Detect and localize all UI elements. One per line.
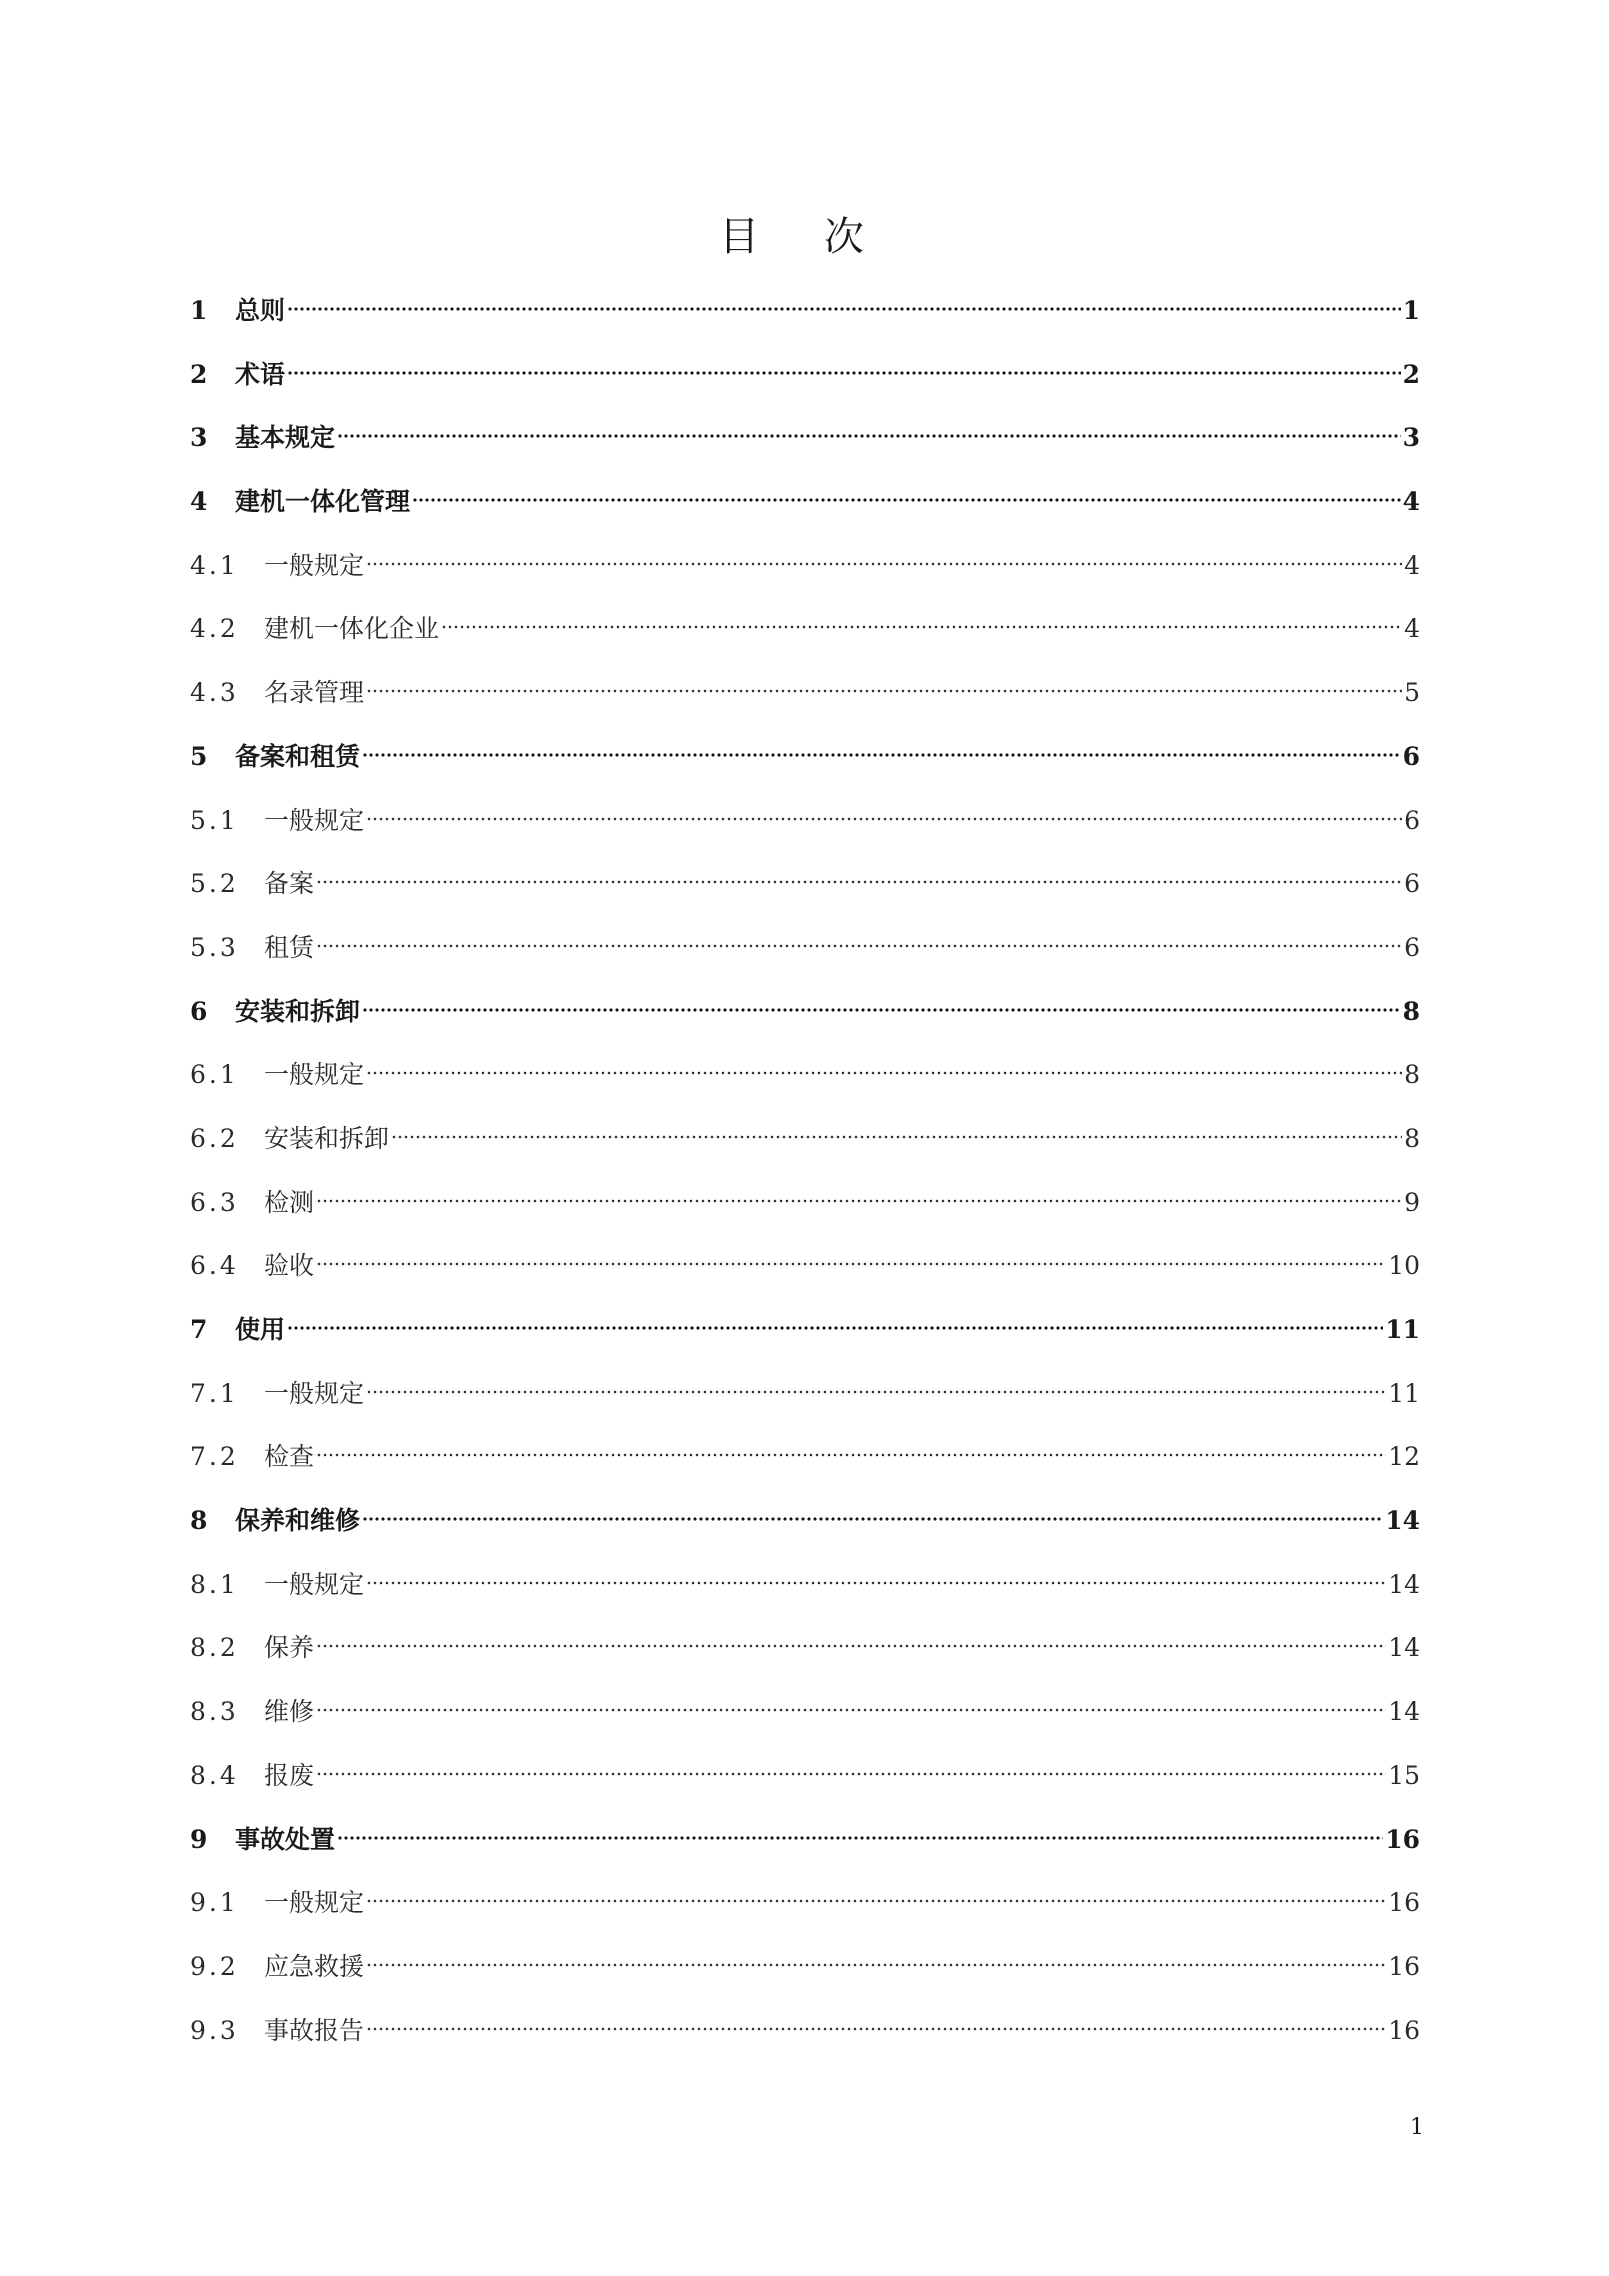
toc-entry-number: 8.2 [190,1633,239,1663]
toc-entry-label: 检测 [264,1187,315,1217]
toc-chapter-entry[interactable] [190,996,1420,1063]
toc-chapter-entry[interactable] [190,298,1420,362]
dot-leader [316,1770,1386,1778]
table-of-contents [190,298,1420,2081]
toc-entry-label: 报废 [264,1760,315,1790]
toc-entry-page: 16 [1388,2015,1420,2045]
toc-entry-number: 8.1 [190,1569,239,1599]
toc-section-entry[interactable] [190,1890,1420,1954]
toc-section-entry[interactable] [190,1635,1420,1699]
toc-entry-page: 4 [1402,487,1420,517]
toc-entry-label: 基本规定 [235,423,336,453]
toc-section-entry[interactable] [190,1760,1420,1827]
dot-leader [316,1260,1386,1268]
toc-chapter-entry[interactable] [190,741,1420,808]
page-title: 目 次 [719,214,890,260]
toc-entry-number: 4.1 [190,550,239,580]
toc-entry-number: 5 [190,741,208,771]
toc-entry-page: 8 [1404,1123,1420,1153]
toc-entry-label: 一般规定 [264,1569,365,1599]
toc-section-entry[interactable] [190,1699,1420,1763]
toc-entry-label: 一般规定 [264,805,365,835]
dot-leader [362,1515,1383,1523]
toc-section-entry[interactable] [190,871,1420,935]
toc-entry-label: 维修 [264,1697,315,1727]
toc-entry-label: 租赁 [264,932,315,962]
dot-leader [366,2025,1386,2033]
toc-section-entry[interactable] [190,1123,1420,1190]
toc-entry-page: 1 [1402,296,1420,325]
toc-entry-number: 6.2 [190,1123,239,1153]
toc-chapter-entry[interactable] [190,425,1420,489]
toc-chapter-entry[interactable] [190,359,1420,426]
dot-leader [316,942,1402,950]
toc-entry-label: 安装和拆卸 [264,1123,390,1153]
toc-entry-number: 6.3 [190,1187,239,1217]
toc-entry-page: 3 [1402,423,1420,453]
toc-entry-number: 4.3 [190,678,239,708]
dot-leader [412,496,1401,504]
toc-entry-number: 4 [190,487,208,517]
toc-entry-page: 16 [1385,1824,1420,1854]
dot-leader [337,432,1401,440]
toc-entry-page: 11 [1385,1315,1420,1344]
toc-entry-page: 14 [1388,1633,1420,1663]
toc-entry-page: 14 [1385,1506,1420,1536]
toc-entry-label: 术语 [235,359,286,389]
toc-entry-page: 16 [1388,1951,1420,1981]
page-number: 1 [1410,2115,1424,2140]
toc-entry-label: 保养和维修 [235,1506,361,1536]
toc-entry-page: 14 [1388,1697,1420,1727]
toc-entry-number: 8.3 [190,1697,239,1727]
toc-entry-number: 5.2 [190,869,239,899]
toc-chapter-entry[interactable] [190,1317,1420,1381]
toc-entry-label: 建机一体化管理 [235,487,411,517]
toc-entry-number: 7.1 [190,1378,239,1408]
toc-entry-page: 2 [1402,359,1420,389]
toc-section-entry[interactable] [190,1253,1420,1317]
toc-entry-label: 事故处置 [235,1824,336,1854]
toc-entry-page: 11 [1388,1378,1420,1408]
toc-entry-number: 9.2 [190,1951,239,1981]
dot-leader [366,815,1402,823]
toc-entry-label: 备案 [264,869,315,899]
toc-section-entry[interactable] [190,550,1420,617]
toc-section-entry[interactable] [190,616,1420,680]
toc-entry-number: 4.2 [190,614,239,644]
toc-chapter-entry[interactable] [190,1508,1420,1572]
toc-entry-page: 8 [1402,996,1420,1026]
toc-section-entry[interactable] [190,1569,1420,1636]
toc-entry-page: 10 [1388,1251,1420,1281]
toc-entry-label: 一般规定 [264,550,365,580]
toc-entry-label: 总则 [235,296,286,325]
dot-leader [316,1451,1386,1459]
toc-entry-page: 6 [1404,932,1420,962]
dot-leader [337,1834,1383,1842]
dot-leader [391,1133,1402,1141]
toc-entry-label: 检查 [264,1442,315,1472]
dot-leader [287,1324,1383,1332]
toc-entry-number: 5.3 [190,932,239,962]
toc-entry-number: 6.1 [190,1060,239,1090]
toc-entry-number: 5.1 [190,805,239,835]
toc-entry-page: 16 [1388,1888,1420,1918]
toc-entry-label: 建机一体化企业 [264,614,440,644]
toc-entry-page: 5 [1404,678,1420,708]
dot-leader [287,369,1401,377]
dot-leader [366,1961,1386,1969]
toc-entry-page: 15 [1388,1760,1420,1790]
dot-leader [362,751,1401,759]
dot-leader [316,1642,1386,1650]
dot-leader [366,1897,1386,1905]
toc-entry-label: 安装和拆卸 [235,996,361,1026]
toc-entry-label: 一般规定 [264,1060,365,1090]
toc-entry-page: 6 [1402,741,1420,771]
toc-entry-label: 事故报告 [264,2015,365,2045]
dot-leader [441,623,1402,631]
toc-entry-number: 9.3 [190,2015,239,2045]
toc-section-entry[interactable] [190,1187,1420,1254]
dot-leader [316,878,1402,886]
toc-entry-number: 7.2 [190,1442,239,1472]
toc-section-entry[interactable] [190,1444,1420,1508]
toc-section-entry[interactable] [190,1951,1420,2018]
toc-entry-number: 9 [190,1824,208,1854]
toc-section-entry[interactable] [190,1062,1420,1126]
toc-entry-number: 1 [190,296,208,325]
dot-leader [287,305,1401,313]
toc-section-entry[interactable] [190,932,1420,999]
dot-leader [366,560,1402,568]
toc-entry-number: 8.4 [190,1760,239,1790]
toc-section-entry[interactable] [190,2015,1420,2082]
toc-entry-label: 应急救援 [264,1951,365,1981]
toc-entry-page: 4 [1404,550,1420,580]
toc-chapter-entry[interactable] [190,489,1420,553]
toc-entry-number: 8 [190,1506,208,1536]
toc-entry-label: 使用 [235,1315,286,1344]
dot-leader [366,1069,1402,1077]
dot-leader [316,1706,1386,1714]
dot-leader [366,687,1402,695]
toc-chapter-entry[interactable] [190,1824,1420,1891]
toc-entry-number: 6 [190,996,208,1026]
toc-entry-label: 一般规定 [264,1378,365,1408]
toc-entry-page: 4 [1404,614,1420,644]
toc-entry-label: 名录管理 [264,678,365,708]
toc-section-entry[interactable] [190,1378,1420,1445]
toc-entry-label: 备案和租赁 [235,741,361,771]
dot-leader [316,1197,1402,1205]
toc-entry-page: 6 [1404,805,1420,835]
dot-leader [362,1006,1401,1014]
toc-section-entry[interactable] [190,680,1420,744]
toc-entry-page: 14 [1388,1569,1420,1599]
toc-entry-page: 8 [1404,1060,1420,1090]
toc-entry-page: 6 [1404,869,1420,899]
toc-entry-number: 3 [190,423,208,453]
dot-leader [366,1388,1386,1396]
dot-leader [366,1579,1386,1587]
toc-entry-label: 保养 [264,1633,315,1663]
toc-entry-number: 7 [190,1315,208,1344]
toc-entry-label: 验收 [264,1251,315,1281]
toc-entry-page: 9 [1404,1187,1420,1217]
toc-entry-page: 12 [1388,1442,1420,1472]
toc-entry-number: 2 [190,359,208,389]
toc-section-entry[interactable] [190,805,1420,872]
toc-entry-number: 9.1 [190,1888,239,1918]
toc-entry-label: 一般规定 [264,1888,365,1918]
toc-entry-number: 6.4 [190,1251,239,1281]
